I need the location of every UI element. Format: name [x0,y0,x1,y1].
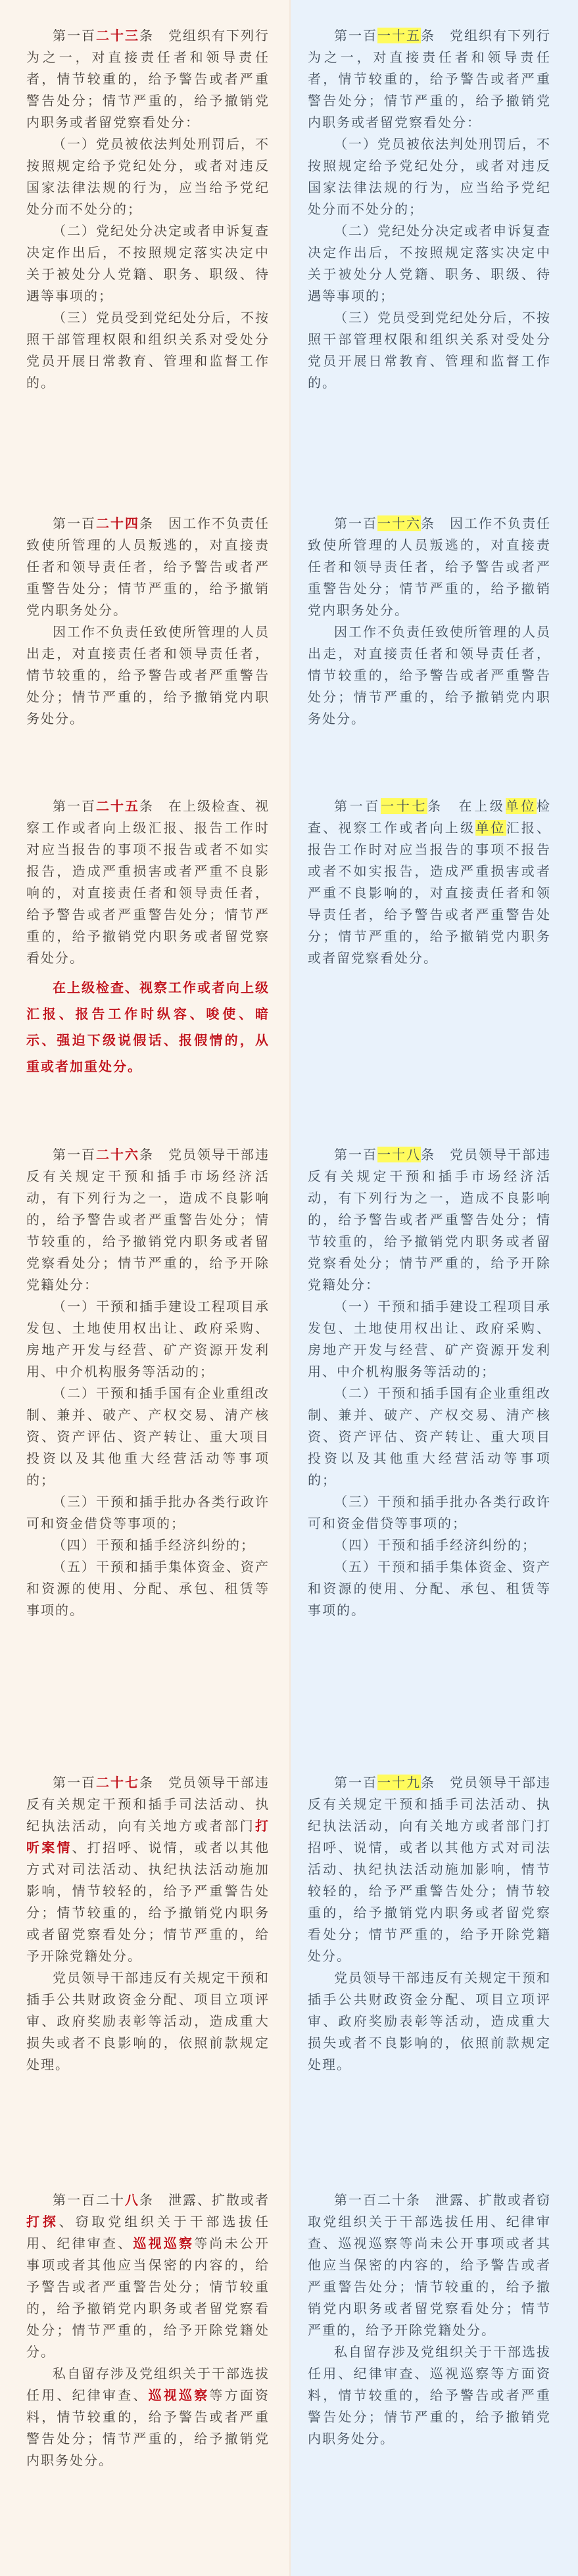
new-clause-added: 在上级检查、视察工作或者向上级汇报、报告工作时纵容、唆使、暗示、强迫下级说假话、报假情的，从重或者加重处分。 [26,980,270,1074]
article-paragraph [308,796,551,969]
removed-phrase-highlighted: 单位 [475,820,506,836]
article-115 [308,25,551,394]
article-item: （二）干预和插手国有企业重组改制、兼并、破产、产权交易、清产核资、资产评估、资产转让、重大项目投资以及其他重大经营活动等事项的； [26,1385,270,1488]
article-prefix: 第一百二十 [53,2192,125,2208]
article-item: （三）党员受到党纪处分后，不按照干部管理权限和组织关系对受处分党员开展日常教育、管理和监督工作的。 [26,310,270,391]
column-divider [289,0,291,2576]
article-text: 条 党组织有下列行为之一，对直接责任者和领导责任者，情节较重的，给予警告或者严重警告处分；情节严重的，给予撤销党内职务或者留党察看处分： [308,28,551,130]
changed-phrase: 打探 [26,2214,59,2230]
article-124 [26,513,270,730]
article-text: 条 党员领导干部违反有关规定干预和插手市场经济活动，有下列行为之一，造成不良影响的，给予警告或者严重警告处分；情节较重的，给予撤销党内职务或者留党察看处分；情节严重的，给予开除党籍处分： [308,1147,551,1293]
article-123 [26,25,270,394]
article-119 [308,1772,551,2076]
changed-phrase: 巡视巡察 [133,2235,195,2251]
article-paragraph [308,25,551,133]
article-text: 条 党员领导干部违反有关规定干预和插手市场经济活动，有下列行为之一，造成不良影响的，给予警告或者严重警告处分；情节较重的，给予撤销党内职务或者留党察看处分；情节严重的，给予开除党籍处分： [26,1147,270,1293]
article-number-changed: 二十七 [96,1775,139,1790]
article-126 [26,1144,270,1621]
removed-phrase-highlighted: 单位 [505,798,537,814]
article-118 [308,1144,551,1621]
article-text: 条 党员领导干部违反有关规定干预和插手司法活动、执纪执法活动，向有关地方或者部门打招呼、说情，或者以其他方式对司法活动、执纪执法活动施加影响，情节较轻的，给予严重警告处分；情节较重的，给予撤销党内职务或者留党察看处分；情节严重的，给予开除党籍处分。 [308,1775,551,1964]
article-item: （一）干预和插手建设工程项目承发包、土地使用权出让、政府采购、房地产开发与经营、矿产资源开发利用、中介机构服务等活动的； [308,1299,551,1379]
article-paragraph [308,513,551,621]
article-paragraph: 党员领导干部违反有关规定干预和插手公共财政资金分配、项目立项评审、政府奖励表彰等活动，造成重大损失或者不良影响的，依照前款规定处理。 [308,1970,551,2072]
article-prefix: 第一百 [53,1147,96,1162]
article-text: 等方面资料，情节较重的，给予警告或者严重警告处分；情节严重的，给予撤销党内职务处分。 [26,2387,270,2468]
article-125 [26,796,270,1080]
changed-phrase: 打听案情 [26,1818,270,1855]
article-prefix: 第一百 [334,28,377,43]
article-item: （四）干预和插手经济纠纷的； [53,1537,255,1553]
article-paragraph [308,1772,551,1967]
article-number-changed: 八 [125,2192,139,2208]
article-116 [308,513,551,730]
article-number-changed: 二十五 [96,798,139,814]
article-text: 检查、视察工作或者向上级 [308,798,552,836]
article-item: （三）党员受到党纪处分后，不按照干部管理权限和组织关系对受处分党员开展日常教育、管理和监督工作的。 [308,310,551,391]
article-prefix: 第一百 [334,1147,377,1162]
article-item: （二）干预和插手国有企业重组改制、兼并、破产、产权交易、清产核资、资产评估、资产转让、重大项目投资以及其他重大经营活动等事项的； [308,1385,551,1488]
article-item: （二）党纪处分决定或者申诉复查决定作出后，不按照规定落实决定中关于被处分人党籍、职务、职级、待遇等事项的； [308,223,551,304]
article-paragraph [26,513,270,621]
article-text: 条 党组织有下列行为之一，对直接责任者和领导责任者，情节较重的，给予警告或者严重警告处分；情节严重的，给予撤销党内职务或者留党察看处分： [26,28,270,130]
article-item: （三）干预和插手批办各类行政许可和资金借贷等事项的； [26,1494,270,1531]
article-number-highlighted: 一十八 [377,1147,421,1162]
article-prefix: 第一百 [334,515,377,531]
article-text: 条 在上级 [427,798,506,814]
article-item: （四）干预和插手经济纠纷的； [334,1537,537,1553]
article-text: 私自留存涉及党组织关于干部选拔任用、纪律审查、 [26,2366,270,2403]
article-paragraph [26,25,270,133]
article-text: 、打招呼、说情，或者以其他方式对司法活动、执纪执法活动施加影响，情节较轻的，给予严重警告处分；情节较重的，给予撤销党内职务或者留党察看处分；情节严重的，给予开除党籍处分。 [26,1840,270,1964]
article-item: （二）党纪处分决定或者申诉复查决定作出后，不按照规定落实决定中关于被处分人党籍、职务、职级、待遇等事项的； [26,223,270,304]
article-128 [26,2189,270,2471]
article-paragraph [308,1144,551,1296]
article-number-changed: 二十四 [96,515,139,531]
article-text: 条 因工作不负责任致使所管理的人员叛逃的，对直接责任者和领导责任者，给予警告或者严重警告处分；情节严重的，给予撤销党内职务处分。 [26,515,270,618]
article-prefix: 第一百 [53,515,96,531]
article-text: 等尚未公开事项或者其他应当保密的内容的，给予警告或者严重警告处分；情节较重的，给予撤销党内职务或者留党察看处分；情节严重的，给予开除党籍处分。 [26,2235,270,2360]
article-item: （三）干预和插手批办各类行政许可和资金借贷等事项的； [308,1494,551,1531]
article-117 [308,796,551,969]
article-number-changed: 二十三 [96,28,139,43]
right-column-old-version [289,0,578,2576]
article-number-highlighted: 一十七 [381,798,428,814]
article-number-highlighted: 一十五 [377,28,421,43]
article-120 [308,2189,551,2450]
article-item: （一）党员被依法判处刑罚后，不按照规定给予党纪处分，或者对违反国家法律法规的行为，应当给予党纪处分而不处分的； [308,136,551,217]
article-prefix: 第一百 [53,798,96,814]
article-text: 条 党员领导干部违反有关规定干预和插手司法活动、执纪执法活动，向有关地方或者部门 [26,1775,270,1834]
article-prefix: 第一百 [53,1775,96,1790]
article-paragraph [26,2189,270,2363]
article-paragraph: 因工作不负责任致使所管理的人员出走，对直接责任者和领导责任者，情节较重的，给予警告或者严重警告处分；情节严重的，给予撤销党内职务处分。 [308,624,551,727]
article-prefix: 第一百 [53,28,96,43]
article-paragraph: 第一百二十条 泄露、扩散或者窃取党组织关于干部选拔任用、纪律审查、巡视巡察等尚未公开事项或者其他应当保密的内容的，给予警告或者严重警告处分；情节较重的，给予撤销党内职务或者留党察看处分；情节严重的，给予开除党籍处分。 [308,2192,551,2338]
article-item: （一）党员被依法判处刑罚后，不按照规定给予党纪处分，或者对违反国家法律法规的行为，应当给予党纪处分而不处分的； [26,136,270,217]
article-item: （五）干预和插手集体资金、资产和资源的使用、分配、承包、租赁等事项的。 [308,1559,551,1618]
article-127 [26,1772,270,2076]
article-item: （五）干预和插手集体资金、资产和资源的使用、分配、承包、租赁等事项的。 [26,1559,270,1618]
article-paragraph: 因工作不负责任致使所管理的人员出走，对直接责任者和领导责任者，情节较重的，给予警告或者严重警告处分；情节严重的，给予撤销党内职务处分。 [26,624,270,727]
article-text: 汇报、报告工作时对应当报告的事项不报告或者不如实报告，造成严重损害或者严重不良影响的，对直接责任者和领导责任者，给予警告或者严重警告处分；情节严重的，给予撤销党内职务或者留党察看处分。 [308,820,552,966]
article-prefix: 第一百 [334,1775,377,1790]
article-item: （一）干预和插手建设工程项目承发包、土地使用权出让、政府采购、房地产开发与经营、矿产资源开发利用、中介机构服务等活动的； [26,1299,270,1379]
article-paragraph [26,796,270,969]
article-number-changed: 二十六 [96,1147,139,1162]
article-text: 条 在上级检查、视察工作或者向上级汇报、报告工作时对应当报告的事项不报告或者不如实报告，造成严重损害或者严重不良影响的，对直接责任者和领导责任者，给予警告或者严重警告处分；情节严重的，给予撤销党内职务或者留党察看处分。 [26,798,270,966]
article-paragraph: 私自留存涉及党组织关于干部选拔任用、纪律审查、巡视巡察等方面资料，情节较重的，给予警告或者严重警告处分；情节严重的，给予撤销党内职务处分。 [308,2344,551,2446]
article-prefix: 第一百 [334,798,381,814]
article-paragraph [26,1772,270,1967]
article-number-highlighted: 一十六 [377,515,421,531]
article-number-highlighted: 一十九 [377,1775,421,1790]
changed-phrase: 巡视巡察 [148,2387,210,2403]
article-paragraph [26,2363,270,2471]
article-text: 条 泄露、扩散或者 [139,2192,270,2208]
article-text: 、窃取党组织关于干部选拔任用、纪律审查、 [26,2214,270,2251]
article-text: 条 因工作不负责任致使所管理的人员叛逃的，对直接责任者和领导责任者，给予警告或者严重警告处分；情节严重的，给予撤销党内职务处分。 [308,515,551,618]
article-paragraph [26,1144,270,1296]
article-paragraph: 党员领导干部违反有关规定干预和插手公共财政资金分配、项目立项评审、政府奖励表彰等活动，造成重大损失或者不良影响的，依照前款规定处理。 [26,1970,270,2072]
